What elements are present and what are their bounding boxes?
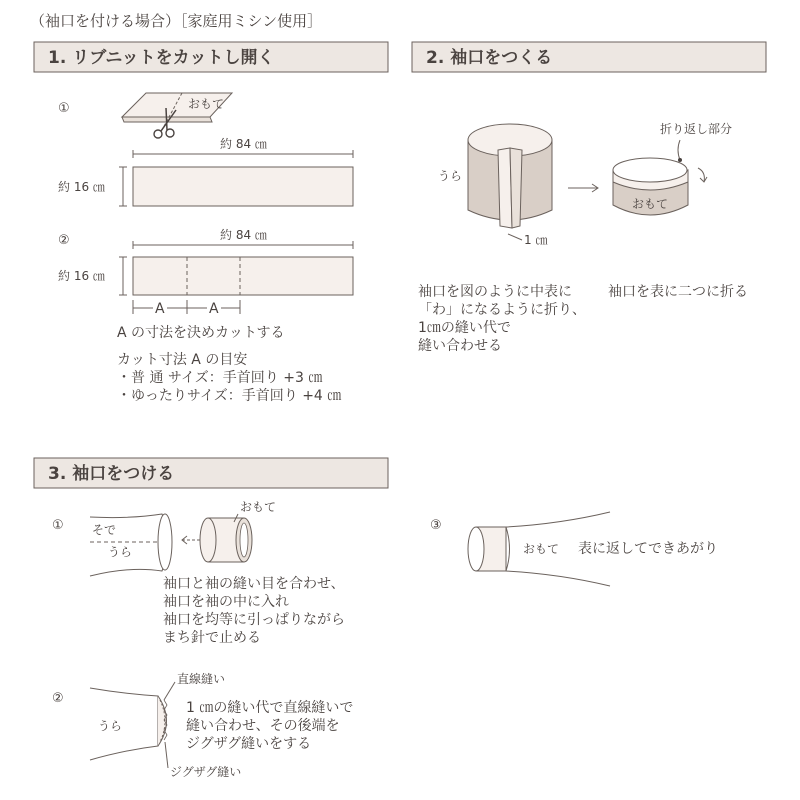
s3-step1-caption-3: 袖口を均等に引っぱりながら	[163, 612, 345, 628]
section2-header	[412, 42, 766, 72]
s3-step3-number: ③	[430, 518, 442, 533]
section3-header	[34, 458, 388, 488]
s2-height-dimension	[58, 257, 127, 295]
s1-width-label: 約 84 ㎝	[220, 137, 267, 151]
s3-step2-caption-2: 縫い合わせ、その後端を	[186, 718, 340, 734]
s1-height-label: 約 16 ㎝	[58, 180, 105, 194]
a-dimension-marks	[133, 300, 240, 317]
s3-step1-caption-1: 袖口と袖の縫い目を合わせ、	[163, 576, 345, 592]
rib-knit-strip-marked	[133, 257, 353, 295]
s3-back-label: うら	[108, 545, 133, 559]
zigzag-stitch-label: ジグザグ縫い	[170, 765, 242, 779]
s2-width-dimension	[133, 228, 353, 249]
s2-caption-left-4: 縫い合わせる	[418, 338, 502, 354]
guide-line-2: ・ゆったりサイズ：手首回り +4 ㎝	[117, 388, 342, 404]
arrow-left-icon	[182, 536, 202, 544]
cuff-tube-folded	[613, 121, 732, 215]
s1-face-label: おもて	[188, 97, 225, 111]
s2-fold-label: 折り返し部分	[660, 122, 733, 136]
cuff-tube-inside-out	[438, 124, 552, 247]
folded-rib-knit	[122, 93, 232, 130]
s2-caption-right: 袖口を表に二つに折る	[608, 284, 748, 300]
guide-title: カット寸法 A の目安	[117, 352, 248, 368]
rib-knit-strip	[133, 167, 353, 206]
s2-caption-left-3: 1㎝の縫い代で	[418, 320, 511, 336]
s1-step2-number: ②	[58, 233, 70, 248]
s2-face-label: おもて	[632, 197, 669, 211]
arrow-right-icon	[568, 184, 598, 192]
mark-a-1: A	[155, 301, 165, 317]
s3-step1-caption-4: まち針で止める	[163, 630, 261, 646]
s2-caption-left-1: 袖口を図のように中表に	[418, 284, 572, 300]
s2-height-label: 約 16 ㎝	[58, 269, 105, 283]
section1-title: 1. リブニットをカットし開く	[48, 48, 275, 68]
guide-line-1: ・普 通 サイズ：手首回り +3 ㎝	[117, 370, 323, 386]
section1-header	[34, 42, 388, 72]
section3-title: 3. 袖口をつける	[48, 464, 175, 484]
straight-stitch-label: 直線縫い	[177, 672, 226, 686]
s3-step2-number: ②	[52, 691, 64, 706]
sleeve-inside-out	[90, 514, 172, 576]
s3-sleeve-label: そで	[92, 523, 117, 537]
s1-step1-number: ①	[58, 101, 70, 116]
s3-step1-number: ①	[52, 518, 64, 533]
s3-step2-back-label: うら	[98, 719, 123, 733]
s3-face-label: おもて	[240, 500, 277, 514]
s2-back-label: うら	[438, 169, 463, 183]
s3-step3-caption: 表に返してできあがり	[578, 541, 718, 557]
s3-step1-caption-2: 袖口を袖の中に入れ	[163, 594, 289, 610]
page-title: （袖口を付ける場合）［家庭用ミシン使用］	[30, 12, 323, 30]
s1-width-dimension	[133, 137, 353, 158]
mark-a-2: A	[209, 301, 219, 317]
s3-step2-caption-3: ジグザグ縫いをする	[186, 736, 312, 752]
s2-width-label: 約 84 ㎝	[220, 228, 267, 242]
s2-caption-left-2: 「わ」になるように折り、	[418, 302, 586, 318]
cuff-band	[200, 500, 276, 562]
s3-step3-face-label: おもて	[523, 542, 560, 556]
s2-seam-label: 1 ㎝	[524, 233, 548, 247]
section2-title: 2. 袖口をつくる	[426, 48, 553, 68]
s1-height-dimension	[58, 167, 127, 206]
s3-step2-caption-1: 1 ㎝の縫い代で直線縫いで	[186, 700, 354, 716]
s2-caption: A の寸法を決めカットする	[117, 325, 285, 341]
